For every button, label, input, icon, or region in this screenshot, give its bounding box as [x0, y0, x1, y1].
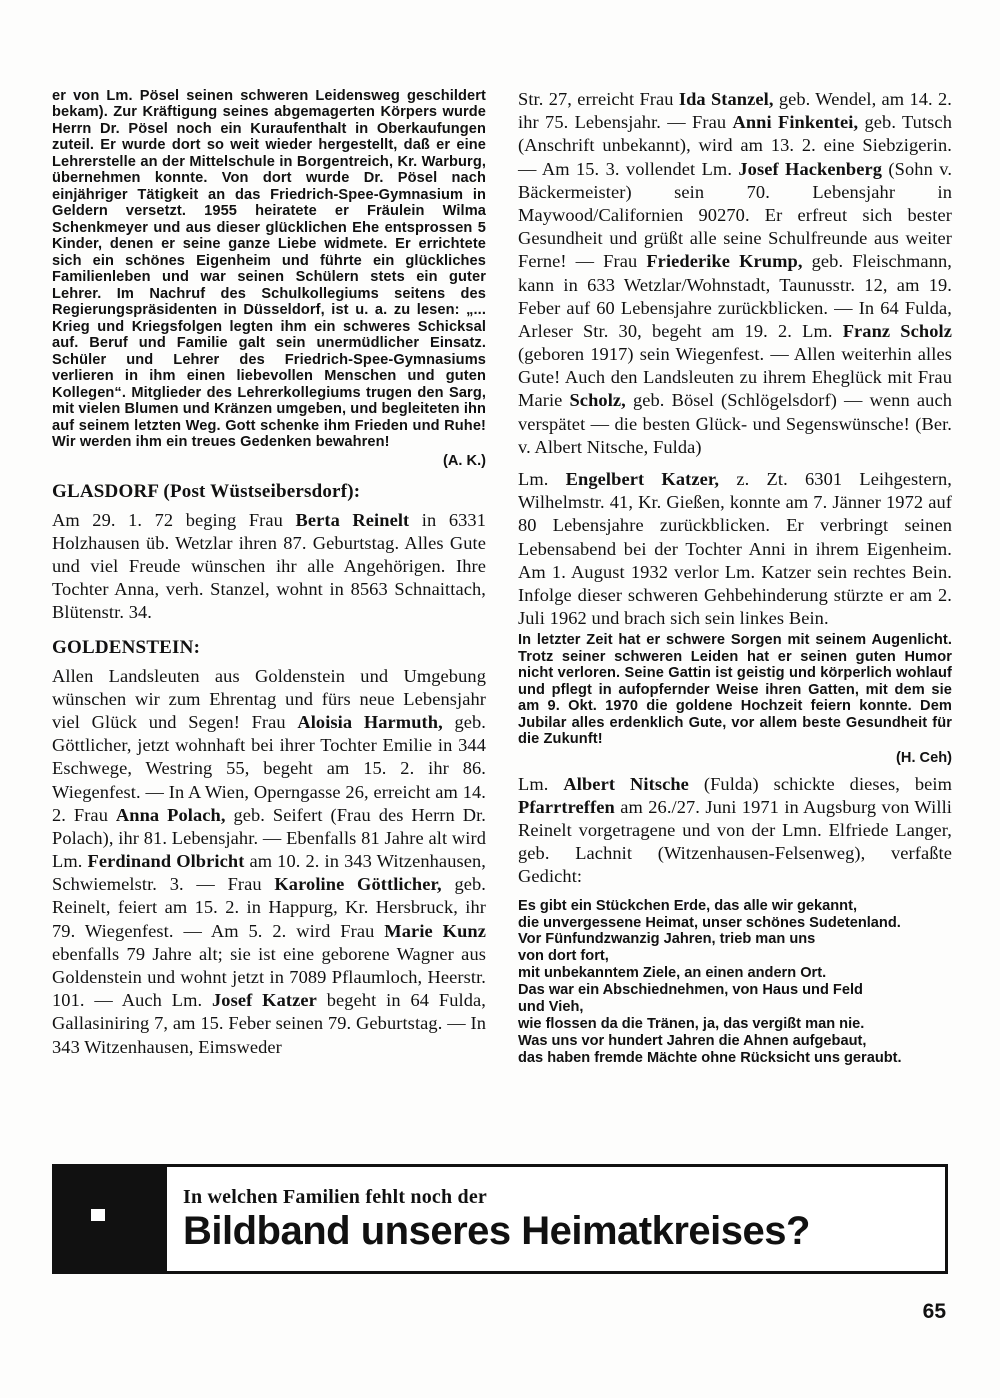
- obituary-signature: (A. K.): [443, 452, 486, 469]
- poem-line: mit unbekanntem Ziele, an einen andern Ort.: [518, 965, 827, 982]
- goldenstein-text-6: ebenfalls 79 Jahre alt; sie ist eine geborene Wagner aus Goldenstein und wohnt jetzt in 7089 Pflaumloch, Heerstr. 101. — Auch Lm.: [52, 943, 486, 1011]
- goldenstein-name-2: Anna Polach,: [115, 804, 226, 825]
- katzer-signature: (H. Ceh): [896, 749, 952, 766]
- heading-goldenstein: GOLDENSTEIN:: [52, 636, 201, 658]
- obituary-paragraph: er von Lm. Pösel seinen schweren Leidensweg geschildert bekam). Zur Kräftigung seines abgemagerten Körpers wurde Herrn Dr. Pösel noch ein Kuraufenthalt in Oberkaufungen zuteil. Er wurde dort so weit wieder hergestellt, daß er eine Lehrerstelle an der Mittelschule in Borgentreich, Kr. Warburg, übernehmen konnte. Von dort wurde Dr. Pösel nach einjähriger Tätigkeit an das Friedrich-Spee-Gymnasium in Geldern versetzt. 1955 heiratete er Fräulein Wilma Schenkmeyer und aus dieser glücklichen Ehe entsprossen 5 Kinder, denen er seine ganze Liebe widmete. Er errichtete sich ein schönes Eigenheim und führte ein glückliches Familienleben und war seinen Schülern stets ein guter Lehrer. Im Nachruf des Schulkollegiums seitens des Regierungspräsidenten in Düsseldorf, ist u. a. zu lesen: „... Krieg und Kriegsfolgen legten ihm ein schweres Schicksal auf. Beruf und Familie galt sein unermüdlicher Einsatz. Schüler und Lehrer des Friedrich-Spee-Gymnasiums verlieren in ihm einen liebevollen Menschen und guten Kollegen“. Mitglieder des Lehrerkollegiums trugen den Sarg, mit vielen Blumen und Kränzen umgeben, und begleiteten ihn auf seinem letzten Weg. Gott schenke ihm Frieden und Ruhe! Wir werden ihm ein treues Gedenken bewahren!: [52, 88, 486, 451]
- ad-headline-small: In welchen Familien fehlt noch der: [183, 1186, 488, 1209]
- poem-line: das haben fremde Mächte ohne Rücksicht uns geraubt.: [518, 1049, 902, 1066]
- paragraph-spacer: [518, 461, 952, 468]
- right-column: [518, 88, 952, 1128]
- goldenstein-text-7: begeht in 64 Fulda, Gallasiniring 7, am 15. Feber seinen 79. Geburtstag. — In 343 Witzenhausen, Eimsweder: [52, 990, 486, 1057]
- nitsche-text-2: (Fulda) schickte dieses, beim: [688, 773, 953, 794]
- goldenstein-name-6: Josef Katzer: [212, 990, 317, 1011]
- birthdays-text-4: (Sohn v. Bäckermeister) sein 70. Lebensjahr in Maywood/Californien 90270. Er erfreut sich bester Gesundheit und grüßt alle seine Schulfreunde aus weiter Ferne! — Frau: [518, 158, 953, 272]
- ad-black-block-icon: [55, 1167, 167, 1271]
- goldenstein-name-3: Ferdinand Olbricht: [87, 851, 245, 872]
- goldenstein-text-2: geb. Göttlicher, jetzt wohnhaft bei ihrer Tochter Emilie in 344 Eschwege, Westring 55, begeht am 15. 2. ihr 86. Wiegenfest. — In A Wien, Operngasse 26, erreicht am 14. 2. Frau: [52, 711, 486, 825]
- poem-block: [518, 898, 952, 1067]
- katzer-name: Engelbert Katzer,: [565, 469, 720, 489]
- nitsche-text-3: am 26./27. Juni 1971 in Augsburg von Willi Reinelt vorgetragene und von der Lmn. Elfriede Langer, geb. Lachnit (Witzenhausen-Felsenweg), verfaßte Gedicht:: [518, 796, 952, 887]
- katzer-paragraph-small: In letzter Zeit hat er schwere Sorgen mit seinem Augenlicht. Trotz seiner schweren Leiden hat er seinen guten Humor nicht verloren. Seine Gattin ist geistig und körperlich wohlauf und pflegt in aufopfernder Weise ihren Gatten, mit dem sie am 9. Okt. 1970 die goldene Hochzeit feiern konnte. Dem Jubilar alles erdenklich Gute, vor allem beste Gesundheit für die Zukunft!: [518, 632, 952, 748]
- poem-line: wie flossen da die Tränen, ja, das vergißt man nie.: [518, 1016, 865, 1033]
- left-column: [52, 88, 486, 1128]
- poem-line: Das war ein Abschiednehmen, von Haus und Feld: [518, 982, 863, 999]
- goldenstein-paragraph: [52, 665, 486, 1059]
- birthdays-name-3: Josef Hackenberg: [738, 158, 883, 179]
- birthdays-name-2: Anni Finkentei,: [732, 112, 859, 133]
- goldenstein-text-4: am 10. 2. in 343 Witzenhausen, Schwiemelstr. 3. — Frau: [52, 851, 486, 895]
- glasdorf-text-2: in 6331 Holzhausen üb. Wetzlar ihren 87. Geburtstag. Alles Gute und viel Freude wünschen ihr alle Angehörigen. Ihre Tochter Anna, verh. Stanzel, wohnt in 8563 Schnaittach, Blütenstr. 34.: [52, 509, 486, 623]
- poem-line: von dort fort,: [518, 948, 609, 965]
- katzer-text-1: Lm.: [518, 469, 566, 489]
- birthdays-paragraph: [518, 88, 952, 459]
- poem-line: Was uns vor hundert Jahren die Ahnen aufgebaut,: [518, 1033, 867, 1050]
- birthdays-text-7: geb. Bösel (Schlögelsdorf) — wenn auch verspätet — die besten Glück- und Segenswünsche! (Ber. v. Albert Nitsche, Fulda): [518, 390, 952, 457]
- glasdorf-name-1: Berta Reinelt: [295, 509, 410, 530]
- goldenstein-name-4: Karoline Göttlicher,: [274, 874, 442, 895]
- ad-block-notch-icon: [91, 1209, 105, 1221]
- poem-line: und Vieh,: [518, 999, 584, 1016]
- nitsche-text-1: Lm.: [518, 773, 564, 794]
- birthdays-text-5: geb. Fleischmann, kann in 633 Wetzlar/Wohnstadt, Taunusstr. 12, am 19. Feber auf 60 Lebensjahre zurückblicken. — In 64 Fulda, Arleser Str. 30, begeht am 19. 2. Lm.: [518, 251, 952, 341]
- goldenstein-text-1: Allen Landsleuten aus Goldenstein und Umgebung wünschen wir zum Ehrentag und fürs neue Lebensjahr viel Glück und Segen! Frau: [52, 665, 486, 732]
- birthdays-name-4: Friederike Krump,: [646, 251, 803, 272]
- goldenstein-name-1: Aloisia Harmuth,: [297, 711, 443, 732]
- ad-text-area: [167, 1167, 945, 1271]
- katzer-paragraph: [518, 468, 952, 630]
- katzer-text-2: z. Zt. 6301 Leihgestern, Wilhelmstr. 41, Kr. Gießen, konnte am 7. Jänner 1972 auf 80 Lebensjahre zurückblicken. Er verbringt seinen Lebensabend bei der Tochter Anni in ihrem Eigenheim. Am 1. August 1932 verlor Lm. Katzer sein rechtes Bein. Infolge dieser schweren Gehbehinderung stürzte er am 2. Juli 1962 und brach sich sein linkes Bein.: [518, 469, 952, 629]
- birthdays-text-1: Str. 27, erreicht Frau: [518, 89, 679, 109]
- birthdays-name-1: Ida Stanzel,: [678, 89, 774, 109]
- birthdays-name-5: Franz Scholz: [842, 320, 952, 341]
- heading-glasdorf: GLASDORF (Post Wüstseibersdorf):: [52, 480, 361, 502]
- goldenstein-text-3: geb. Seifert (Frau des Herrn Dr. Polach), ihr 81. Lebensjahr. — Ebenfalls 81 Jahre alt wird Lm.: [52, 804, 486, 872]
- poem-line: Es gibt ein Stückchen Erde, das alle wir gekannt,: [518, 897, 857, 914]
- glasdorf-text-1: Am 29. 1. 72 beging Frau: [52, 509, 296, 530]
- poem-line: die unvergessene Heimat, unser schönes Sudetenland.: [518, 914, 901, 931]
- goldenstein-text-5: geb. Reinelt, feiert am 15. 2. in Happurg, Kr. Hersbruck, ihr 79. Wiegenfest. — Am 5. 2. wird Frau: [52, 874, 487, 941]
- nitsche-paragraph: [518, 773, 952, 889]
- two-column-body: [52, 88, 952, 1128]
- pfarrtreffen-bold: Pfarrtreffen: [518, 796, 615, 817]
- poem-spacer: [518, 891, 952, 898]
- page-number: 65: [922, 1300, 946, 1323]
- birthdays-text-2: geb. Wendel, am 14. 2. ihr 75. Lebensjahr. — Frau: [518, 89, 952, 133]
- birthdays-text-6: (geboren 1917) sein Wiegenfest. — Allen weiterhin alles Gute! Auch den Landsleuten zu ihrem Eheglück mit Frau Marie: [518, 344, 952, 411]
- birthdays-text-3: geb. Tutsch (Anschrift unbekannt), wird am 13. 2. eine Siebzigerin. — Am 15. 3. vollendet Lm.: [518, 112, 952, 179]
- birthdays-name-6: Scholz,: [569, 390, 626, 411]
- poem-line: Vor Fünfundzwanzig Jahren, trieb man uns: [518, 931, 816, 948]
- nitsche-name: Albert Nitsche: [563, 773, 689, 794]
- goldenstein-name-5: Marie Kunz: [384, 920, 487, 941]
- glasdorf-paragraph: [52, 509, 486, 625]
- paragraph-spacer-2: [518, 766, 952, 773]
- advertisement-box: [52, 1164, 948, 1274]
- ad-headline-large: Bildband unseres Heimatkreises?: [183, 1209, 810, 1254]
